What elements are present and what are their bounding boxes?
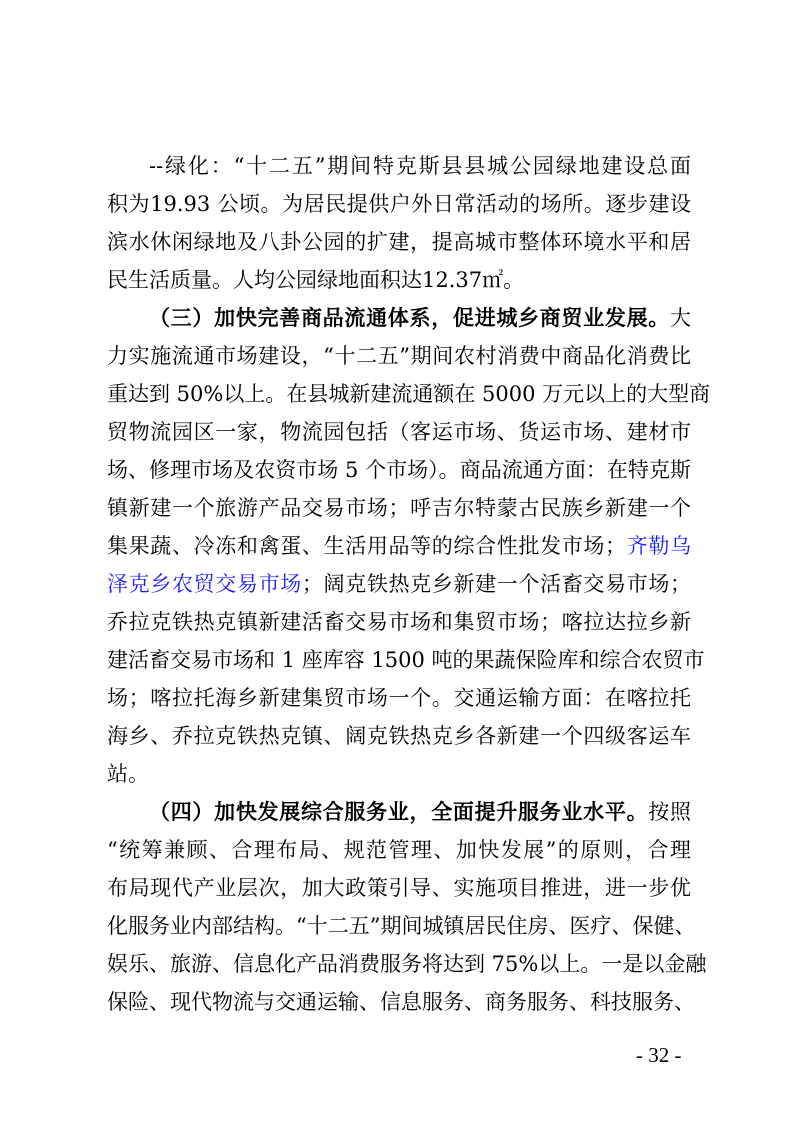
section-heading: （四）加快发展综合服务业，全面提升服务业水平。: [149, 799, 649, 824]
paragraph-text: 大: [670, 306, 691, 330]
paragraph-text: 集果蔬、冷冻和禽蛋、生活用品等的综合性批发市场；: [107, 534, 627, 558]
market-link[interactable]: 泽克乡农贸交易市场: [107, 572, 302, 596]
paragraph-line: “统筹兼顾、合理布局、规范管理、加快发展”的原则，合理: [107, 838, 691, 862]
paragraph-line: 民生活质量。人均公园绿地面积达12.37㎡。: [107, 268, 525, 292]
paragraph-line: 建活畜交易市场和 1 座库容 1500 吨的果蔬保险库和综合农贸市: [107, 648, 705, 672]
market-link[interactable]: 齐勒乌: [626, 534, 692, 558]
paragraph-text: 按照: [648, 800, 692, 824]
paragraph-line: [107, 527, 691, 565]
paragraph-line: 滨水休闲绿地及八卦公园的扩建，提高城市整体环境水平和居: [107, 230, 691, 254]
paragraph-line: 保险、现代物流与交通运输、信息服务、商务服务、科技服务、: [107, 990, 695, 1014]
paragraph-line: [149, 793, 691, 831]
paragraph-line: 站。: [107, 762, 149, 786]
paragraph-line: 娱乐、旅游、信息化产品消费服务将达到 75%以上。一是以金融: [107, 952, 707, 976]
paragraph-line: 积为19.93 公顷。为居民提供户外日常活动的场所。逐步建设: [107, 192, 691, 216]
paragraph-line: 镇新建一个旅游产品交易市场；呼吉尔特蒙古民族乡新建一个: [107, 496, 691, 520]
paragraph-text: ；阔克铁热克乡新建一个活畜交易市场；: [301, 572, 692, 596]
paragraph-line: --绿化：“十二五”期间特克斯县县城公园绿地建设总面: [149, 154, 691, 178]
paragraph-line: 贸物流园区一家，物流园包括（客运市场、货运市场、建材市: [107, 420, 691, 444]
paragraph-line: 乔拉克铁热克镇新建活畜交易市场和集贸市场；喀拉达拉乡新: [107, 610, 691, 634]
paragraph-line: 海乡、乔拉克铁热克镇、阔克铁热克乡各新建一个四级客运车: [107, 724, 691, 748]
section-heading: （三）加快完善商品流通体系，促进城乡商贸业发展。: [149, 305, 670, 330]
paragraph-line: 化服务业内部结构。“十二五”期间城镇居民住房、医疗、保健、: [107, 914, 696, 938]
paragraph-line: 力实施流通市场建设，“十二五”期间农村消费中商品化消费比: [107, 344, 691, 368]
paragraph-line: [107, 565, 691, 603]
paragraph-line: 场、修理市场及农资市场 5 个市场）。商品流通方面：在特克斯: [107, 458, 691, 482]
paragraph-line: 重达到 50%以上。在县城新建流通额在 5000 万元以上的大型商: [107, 382, 711, 406]
paragraph-line: 布局现代产业层次，加大政策引导、实施项目推进，进一步优: [107, 876, 691, 900]
paragraph-line: 场；喀拉托海乡新建集贸市场一个。交通运输方面：在喀拉托: [107, 686, 691, 710]
paragraph-line: [149, 299, 691, 337]
page-number: - 32 -: [636, 1043, 682, 1067]
